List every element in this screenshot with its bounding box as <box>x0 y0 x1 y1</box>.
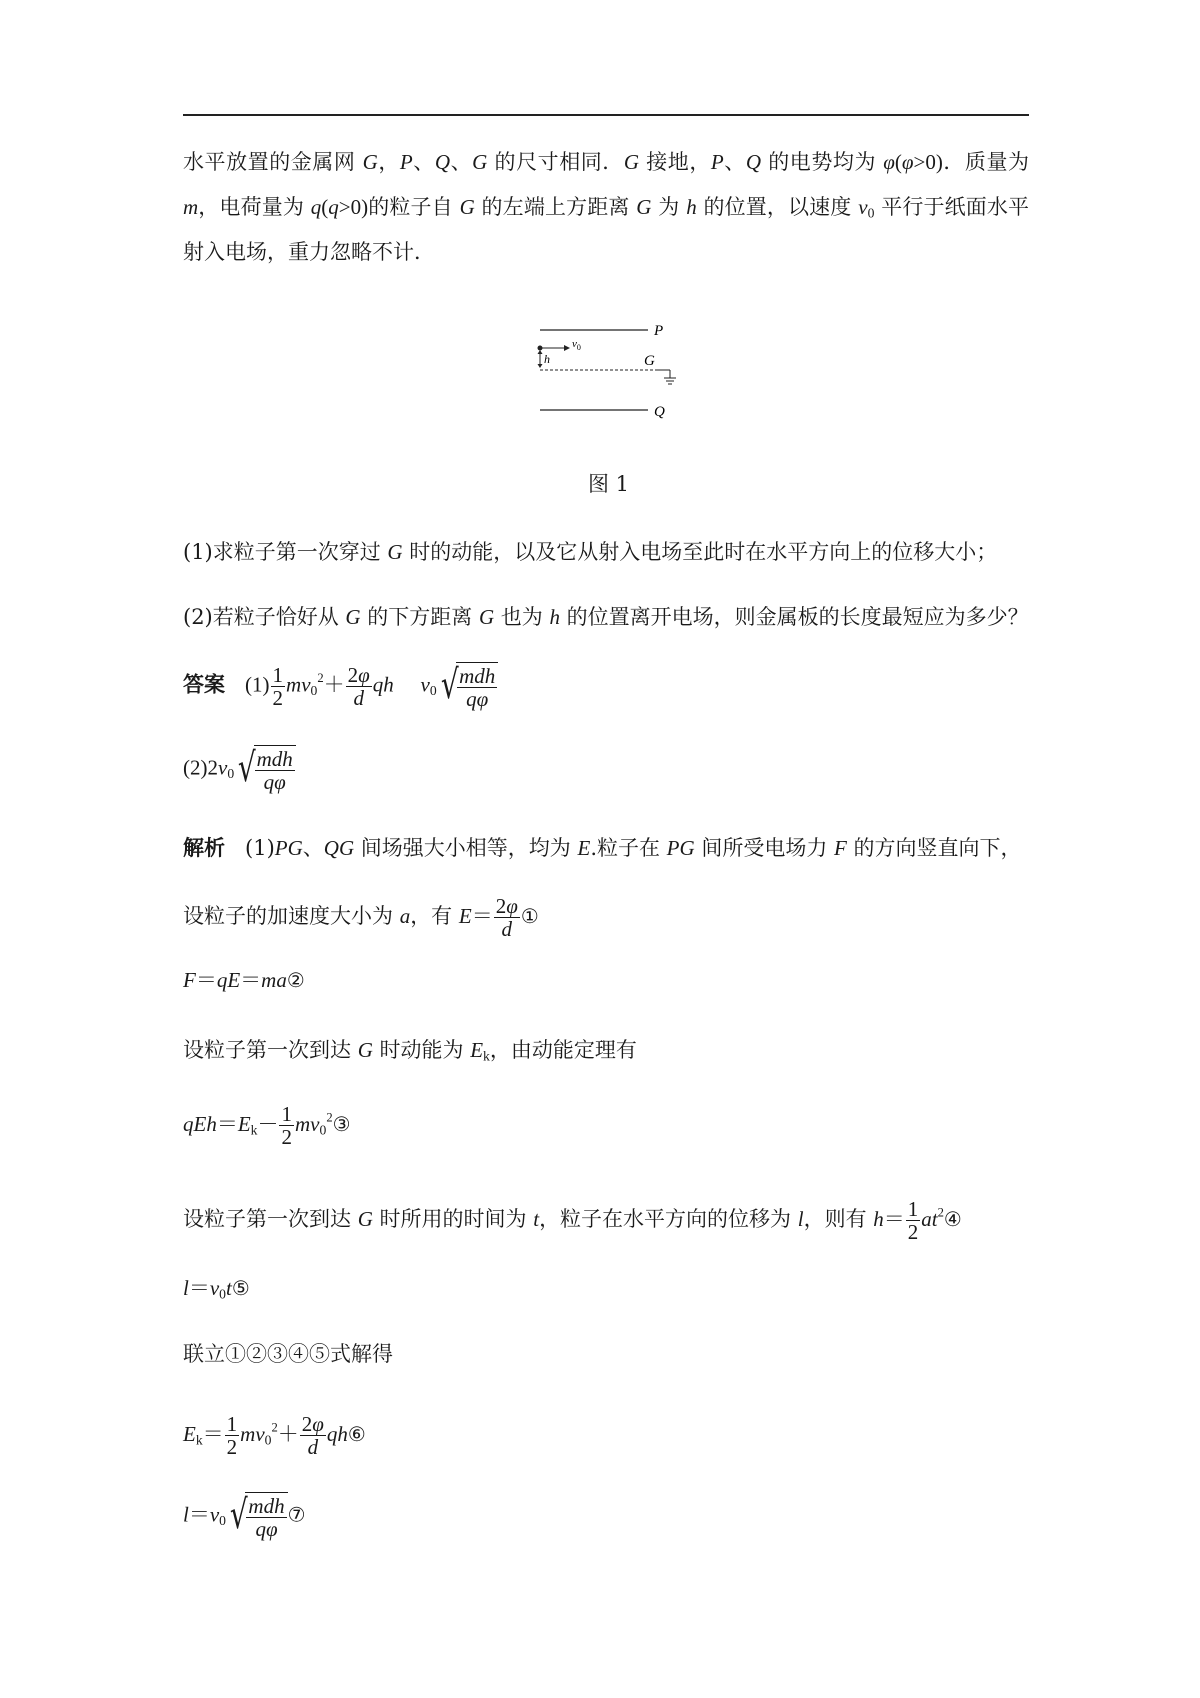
solution-line-6: 设粒子第一次到达 G 时所用的时间为 t，粒子在水平方向的位移为 l，则有 h＝ $\frac{1}{2}$ $at^2④$ <box>183 1197 962 1245</box>
question-1: (1)求粒子第一次穿过 G 时的动能，以及它从射入电场至此时在水平方向上的位移大小； <box>183 540 998 564</box>
solution-line-4: 设粒子第一次到达 G 时动能为 $E_k$，由动能定理有 <box>183 1038 637 1064</box>
header-rule <box>183 114 1029 116</box>
solution-line-3: F＝qE＝ma② <box>183 968 305 992</box>
solution-line-7: $l=v_0t⑤$ <box>183 1276 250 1302</box>
figure-caption: 图 1 <box>588 472 630 496</box>
answer-part-2: $(2)2v_0√$ $\frac{\text{mdh}}{q\varphi}$ <box>183 745 296 793</box>
label-Q: Q <box>654 404 665 420</box>
label-G: G <box>644 353 655 369</box>
solution-line-9: $E_k=$ $\frac{1}{2}$ $mv_0^2+$ $\frac{2\varphi}{d}$ qh⑥ <box>183 1412 366 1460</box>
solution-line-2: 设粒子的加速度大小为 a，有 E＝ $\frac{2\varphi}{d}$ ① <box>183 894 539 942</box>
answer-part-1-prefix: (1) <box>245 672 270 697</box>
solution-line-1: 解析 (1)PG、QG 间场强大小相等，均为 E.粒子在 PG 间所受电场力 F 的方向竖直向下， <box>183 836 1022 860</box>
figure-1 <box>530 310 710 420</box>
problem-line-3: 射入电场，重力忽略不计． <box>183 240 435 264</box>
solution-label: 解析 <box>183 836 225 860</box>
solution-line-10: $l=v_0√$ $\frac{\text{mdh}}{q\varphi}$ ⑦ <box>183 1492 306 1542</box>
answer-label: 答案 <box>183 672 225 697</box>
label-P: P <box>654 323 664 339</box>
label-h: h <box>544 352 550 366</box>
problem-line-1: 水平放置的金属网 G，P、Q、G 的尺寸相同．G 接地，P、Q 的电势均为 φ(φ>0)．质量为 <box>183 150 1030 174</box>
problem-line-2: m，电荷量为 q(q>0)的粒子自 G 的左端上方距离 G 为 h 的位置，以速度 $v_0$ 平行于纸面水平 <box>183 195 1029 221</box>
question-2: (2)若粒子恰好从 G 的下方距离 G 也为 h 的位置离开电场，则金属板的长度最短应为多少？ <box>183 605 1029 629</box>
answer-part-1: 答案 (1) $\frac{1}{2}$ $mv_0^2+$ $\frac{2\varphi}{d}$ qh $v_0√$ $\frac{\text{mdh}}{q\varphi}$ <box>183 662 498 710</box>
solution-line-8: 联立①②③④⑤式解得 <box>183 1342 393 1366</box>
answer-part-2-prefix: (2)2 <box>183 755 218 780</box>
label-v0: $v_0$ <box>572 338 581 352</box>
solution-line-5: $qEh=E_k-$ $\frac{1}{2}$ $mv_0^2③$ <box>183 1102 351 1150</box>
